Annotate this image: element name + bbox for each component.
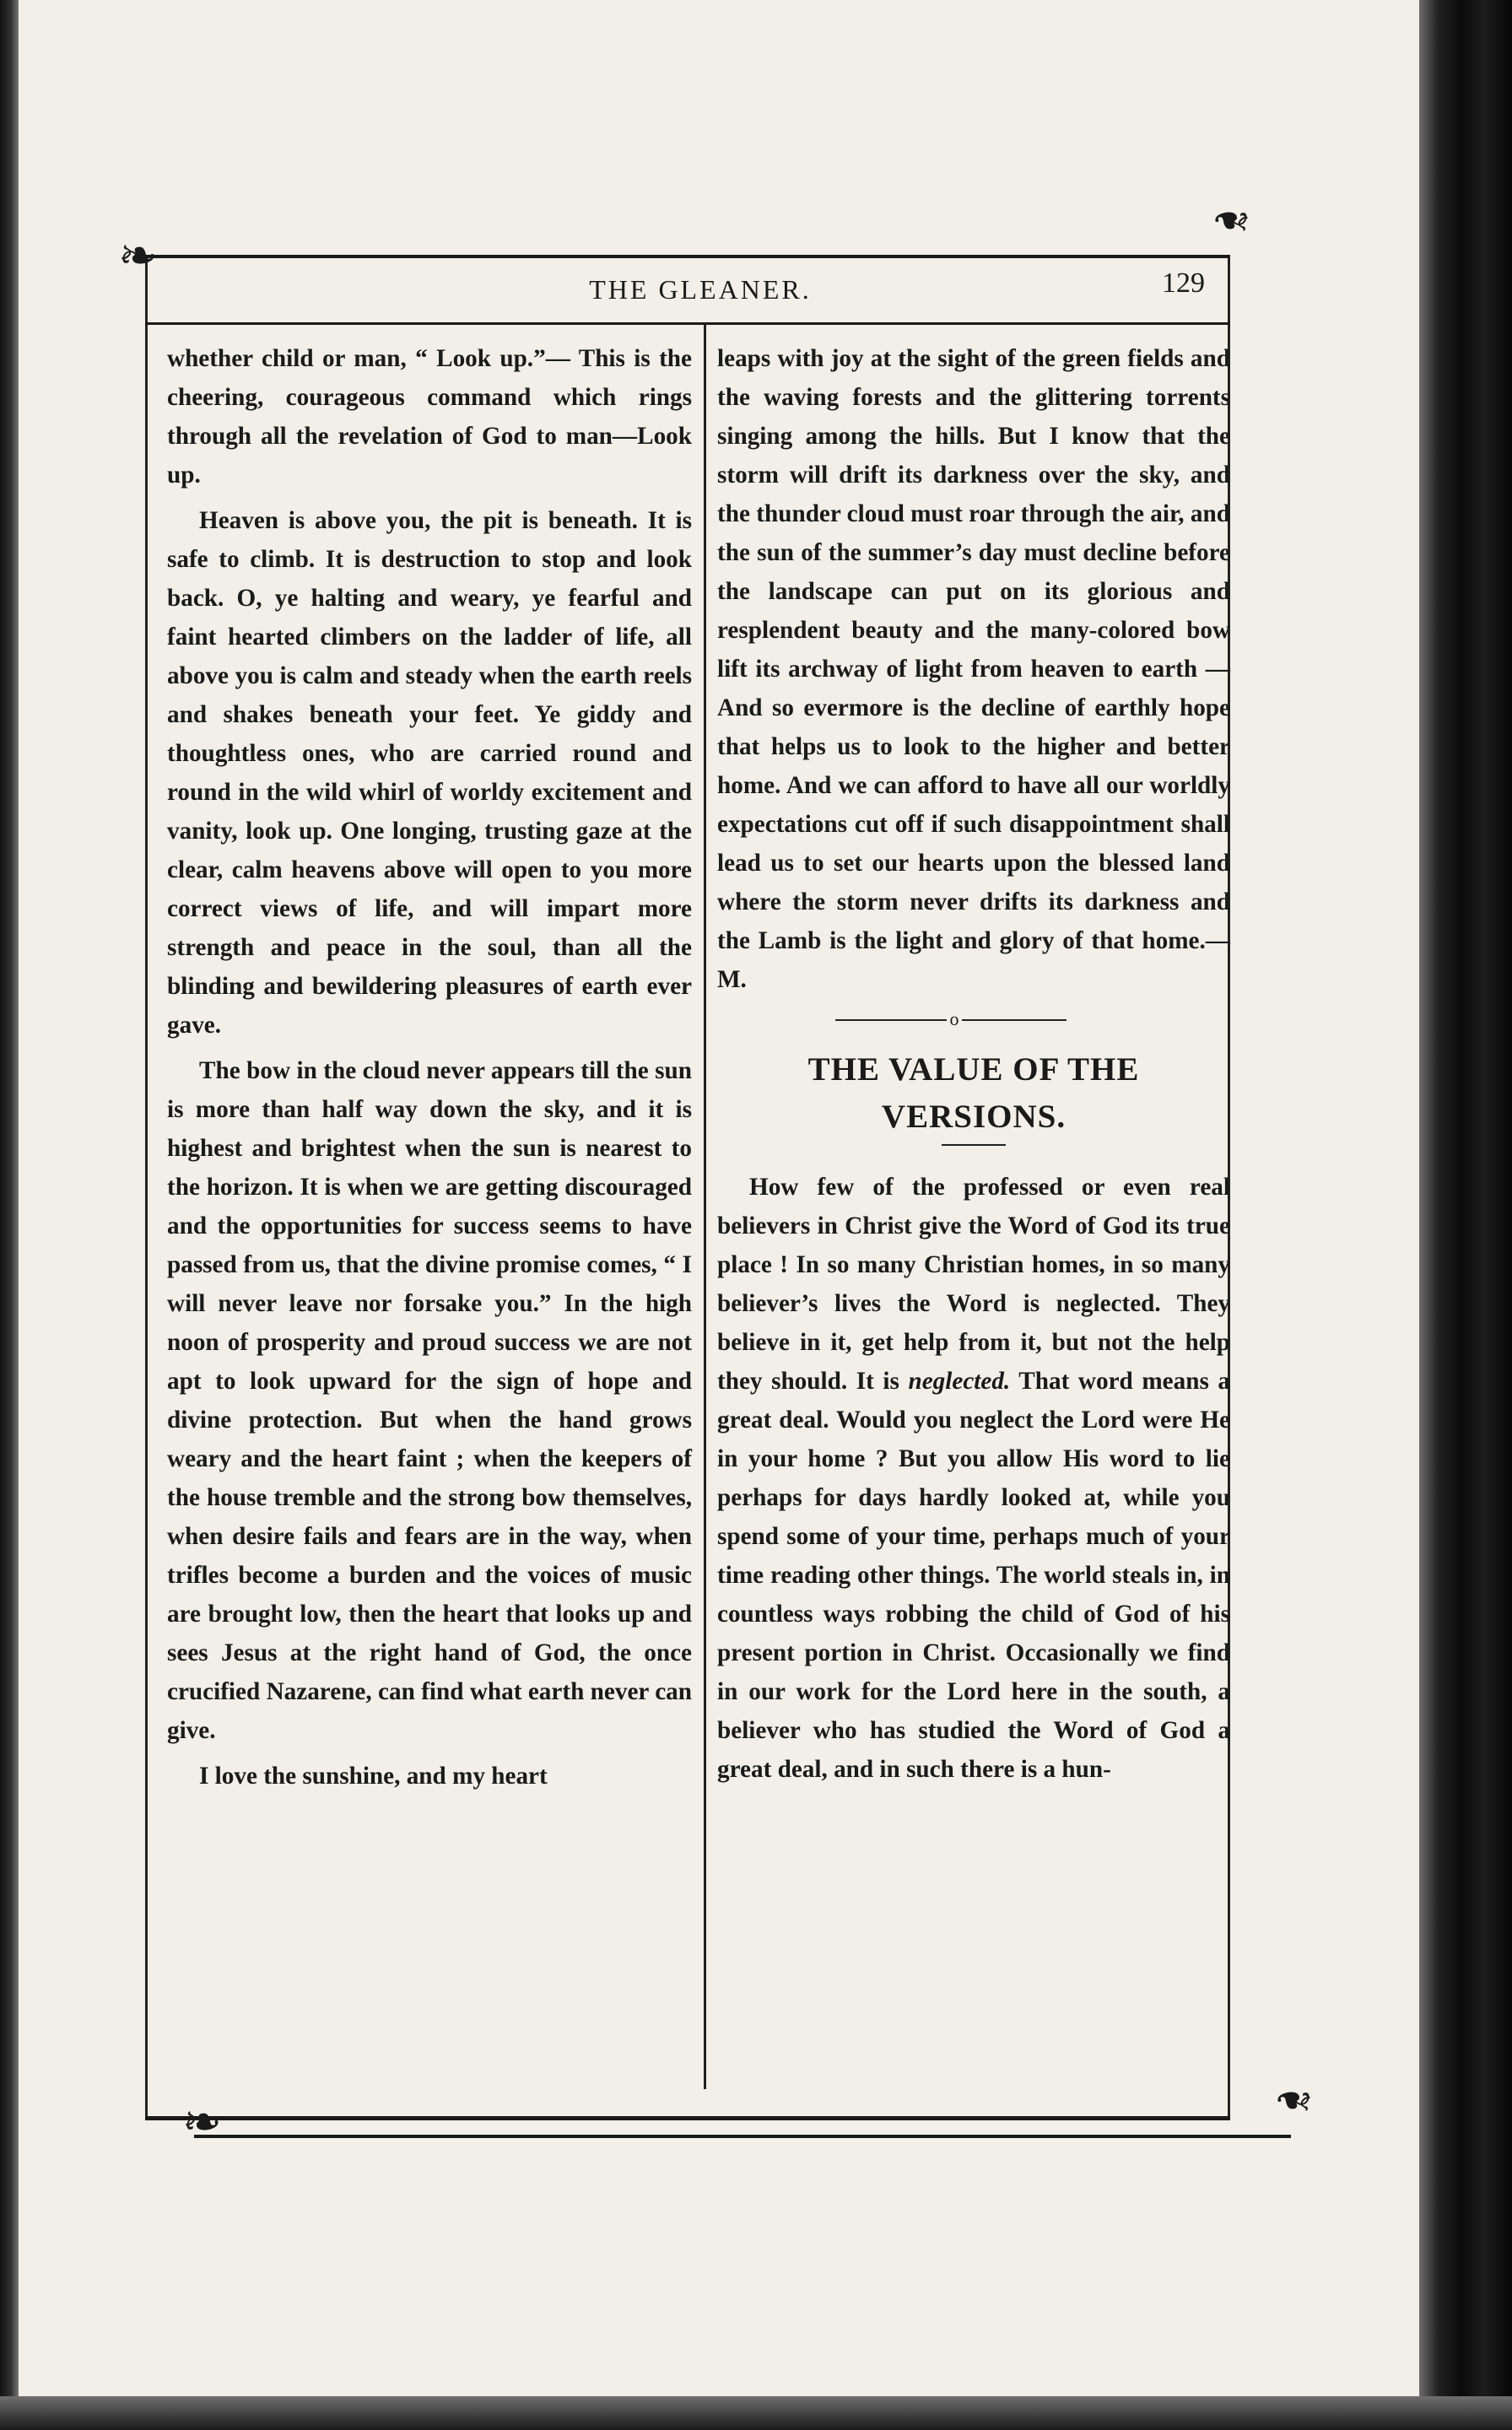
scan-bottom-edge bbox=[0, 2396, 1512, 2430]
bottom-rule bbox=[145, 2116, 1230, 2120]
section-separator bbox=[717, 1006, 1230, 1034]
top-rule bbox=[145, 255, 1230, 258]
italic-word: neglected. bbox=[908, 1368, 1011, 1395]
page-number: 129 bbox=[1162, 267, 1205, 299]
bottom-rule-outer bbox=[194, 2135, 1291, 2138]
article-title-line: THE VALUE OF THE bbox=[807, 1051, 1140, 1088]
paragraph: leaps with joy at the sight of the green fields and the waving forests and the glittering torrents singing among the hills. But I know that the storm will drift its darkness over the sky, and the thunder cloud must roar through the air, and the sun of the summer’s day must decline before the landscape can put on its glorious and resplendent beauty and the many-colored bow lift its archway of light from heaven to earth — And so evermore is the decline of earthly hope that helps us to look to the higher and better home. And we can afford to have all our worldly expectations cut off if such disappointment shall lead us to set our hearts upon the blessed land where the storm never drifts its darkness and the Lamb is the light and glory of that home.—M. bbox=[717, 345, 1230, 993]
column-divider bbox=[704, 324, 706, 2089]
running-head-title: THE GLEANER. bbox=[589, 274, 812, 305]
leaf-ornament-icon: ❧ bbox=[1274, 2073, 1314, 2125]
paragraph bbox=[717, 1168, 1230, 1789]
paragraph: whether child or man, “ Look up.”— This is the cheering, courageous command which rings through all the revelation of God to man—Look up. bbox=[167, 345, 692, 489]
paragraph-text: That word means a great deal. Would you neglect the Lord were He in your home ? But you allow His word to lie perhaps for days hardly looked at, while you spend some of your time, perhaps much of your time reading other things. The world steals in, in countless ways robbing the child of God of his present portion in Christ. Occasionally we find in our work for the Lord here in the south, a believer who has studied the Word of God a great deal, and in such there is a hun- bbox=[717, 1368, 1230, 1783]
separator-line bbox=[835, 1019, 947, 1021]
separator-line bbox=[962, 1019, 1066, 1021]
leaf-ornament-icon: ❧ bbox=[1212, 193, 1251, 246]
leaf-ornament-icon: ❧ bbox=[182, 2097, 222, 2149]
separator-mark: o bbox=[949, 1008, 959, 1029]
article-title bbox=[717, 1046, 1230, 1141]
book-spine-shadow bbox=[1419, 0, 1512, 2430]
article-title-line: VERSIONS. bbox=[881, 1099, 1066, 1135]
title-underline bbox=[942, 1144, 1006, 1146]
paragraph: Heaven is above you, the pit is beneath. It is safe to climb. It is destruction to stop and look back. O, ye halting and weary, ye fearful and faint hearted climbers on the ladder of life, all above you is calm and steady when the earth reels and shakes beneath your feet. Ye giddy and thoughtless ones, who are carried round and round in the wild whirl of worldy excitement and vanity, look up. One longing, trusting gaze at the clear, calm heavens above will open to you more correct views of life, and will impart more strength and peace in the soul, than all the blinding and bewildering pleasures of earth ever gave. bbox=[167, 507, 692, 1039]
paragraph: I love the sunshine, and my heart bbox=[199, 1763, 548, 1790]
header-rule bbox=[145, 322, 1230, 325]
scan-left-edge bbox=[0, 0, 19, 2430]
paragraph-text: How few of the professed or even real believers in Christ give the Word of God its true place ! In so many Christian homes, in so many believer’s lives the Word is neglected. They believe in it, get help from it, but not the help they should. It is bbox=[717, 1174, 1230, 1395]
left-column bbox=[167, 339, 692, 1802]
leaf-ornament-icon: ❧ bbox=[118, 230, 158, 283]
paragraph: The bow in the cloud never appears till the sun is more than half way down the sky, and it is highest and brightest when the sun is nearest to the horizon. It is when we are getting discouraged and the opportunities for success seems to have passed from us, that the divine promise comes, “ I will never leave nor forsake you.” In the high noon of prosperity and proud success we are not apt to look upward for the sign of hope and divine protection. But when the hand grows weary and the heart faint ; when the keepers of the house tremble and the strong bow themselves, when desire fails and fears are in the way, when trifles become a burden and the voices of music are brought low, then the heart that looks up and sees Jesus at the right hand of God, the once crucified Nazarene, can find what earth never can give. bbox=[167, 1057, 692, 1744]
right-column bbox=[717, 339, 1230, 1796]
